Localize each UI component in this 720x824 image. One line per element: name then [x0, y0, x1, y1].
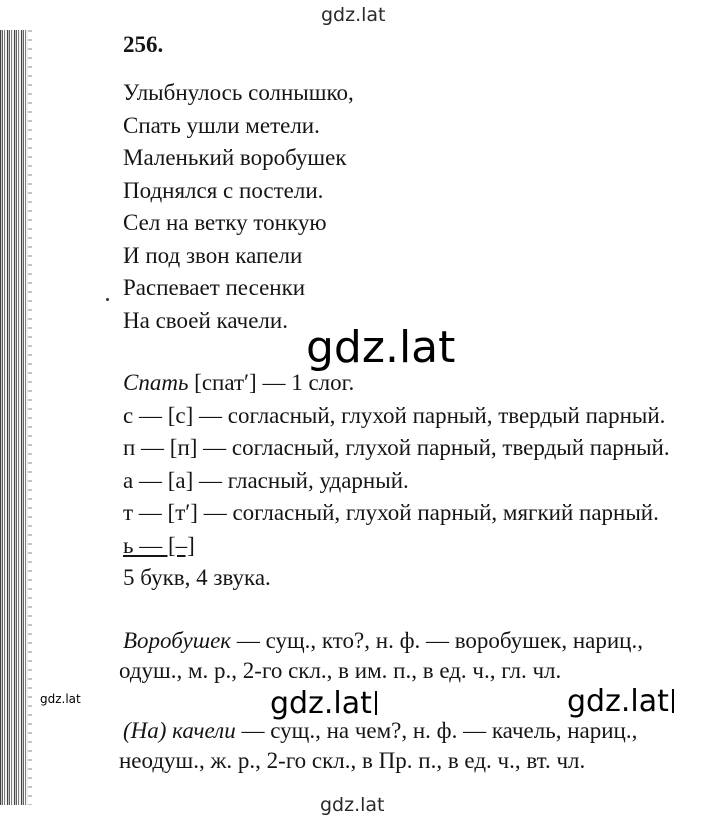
phonetic-analysis	[123, 368, 670, 596]
phonetic-header	[123, 368, 670, 401]
phonetic-summary: 5 букв, 4 звука.	[123, 565, 271, 590]
watermark-text: gdz.lat	[270, 686, 372, 721]
watermark-mid-left	[270, 686, 377, 721]
watermark-bar	[672, 689, 674, 713]
page-binding-edge	[0, 30, 28, 805]
poem-line: Поднялся с постели.	[123, 177, 324, 203]
poem-line: И под звон капели	[123, 242, 303, 268]
watermark-bottom: gdz.lat	[320, 794, 385, 816]
watermark-top: gdz.lat	[321, 4, 386, 26]
morph-line: одуш., м. р., 2-го скл., в им. п., в ед. ч., гл. чл.	[119, 658, 562, 683]
poem-line: Спать ушли метели.	[123, 112, 320, 138]
phonetic-word: Спать	[123, 370, 189, 395]
watermark-bar	[375, 691, 377, 715]
poem-line: Маленький воробушек	[123, 145, 347, 170]
exercise-number: 256.	[123, 32, 164, 57]
phonetic-transcription: [спат′] — 1 слог.	[188, 370, 355, 395]
morphological-analysis	[119, 626, 643, 776]
poem-line: Улыбнулось солнышко,	[123, 80, 354, 105]
morph-word-1: Воробушек	[123, 628, 232, 653]
page-binding-shadow	[28, 30, 32, 805]
phonetic-line: п — [п] — согласный, глухой парный, твердый парный.	[123, 435, 670, 460]
morph-line-1-rest: — сущ., кто?, н. ф. — воробушек, нариц.,	[231, 628, 643, 653]
morph-line-3-rest: — сущ., на чем?, н. ф. — качель, нариц.,	[235, 718, 638, 743]
scan-speck	[106, 298, 109, 301]
watermark-mid-right	[567, 684, 674, 719]
phonetic-line: т — [т′] — согласный, глухой парный, мягкий парный.	[123, 500, 659, 525]
poem-line: Распевает песенки	[123, 275, 306, 300]
phonetic-line: с — [с] — согласный, глухой парный, твердый парный.	[123, 402, 666, 428]
poem-line: На своей качели.	[123, 307, 288, 333]
watermark-left-small: gdz.lat	[40, 692, 81, 706]
phonetic-line: а — [а] — гласный, ударный.	[123, 467, 409, 493]
morph-line	[123, 626, 643, 656]
morph-line	[123, 716, 643, 746]
poem	[123, 78, 354, 338]
phonetic-line-soft-sign: ь — [–]	[123, 532, 195, 558]
morph-line: неодуш., ж. р., 2-го скл., в Пр. п., в ед. ч., вт. чл.	[119, 748, 586, 773]
watermark-text: gdz.lat	[567, 684, 669, 719]
watermark-center: gdz.lat	[306, 322, 456, 373]
spacer	[123, 686, 643, 716]
poem-line: Сел на ветку тонкую	[123, 210, 327, 235]
morph-word-2: (На) качели	[123, 718, 236, 743]
